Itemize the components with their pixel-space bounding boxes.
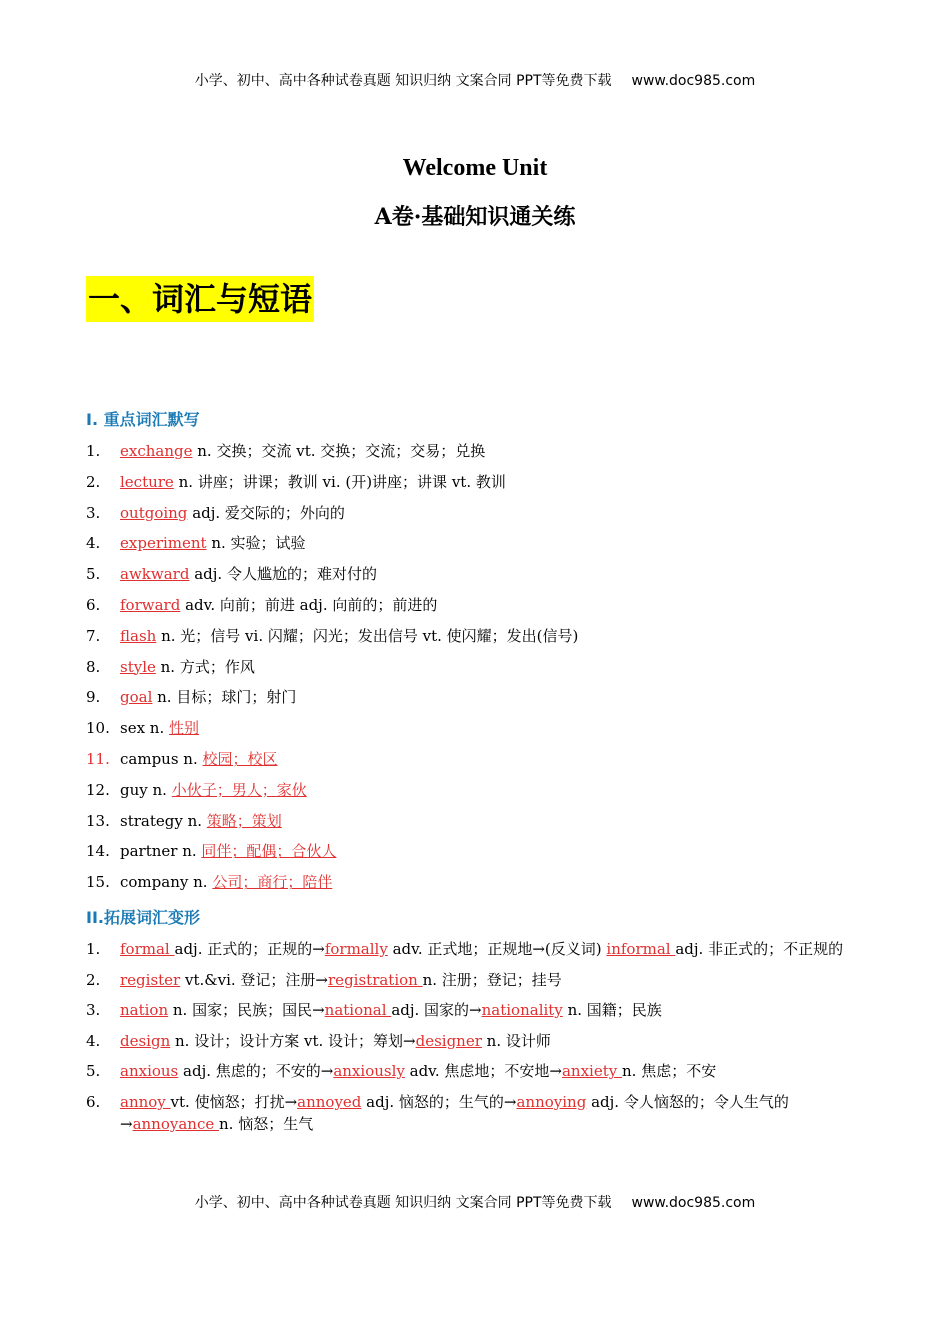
item-number: 3. — [86, 1001, 101, 1020]
item-text: vt.&vi. 登记；注册→ — [180, 970, 329, 989]
item-text: n. 焦虑；不安 — [622, 1062, 717, 1081]
answer-text: style — [120, 657, 156, 676]
item-text: sex n. — [120, 719, 169, 738]
item-text: n. 恼怒；生气 — [219, 1114, 314, 1133]
item-number: 9. — [86, 688, 101, 707]
item-number: 3. — [86, 503, 101, 522]
answer-text: annoyed — [297, 1092, 362, 1111]
list-item — [86, 748, 866, 779]
answer-text: 小伙子；男人；家伙 — [171, 780, 307, 799]
list-item — [86, 999, 866, 1021]
answer-text: anxiety — [561, 1062, 622, 1081]
item-number: 7. — [86, 626, 101, 645]
footer-site: www.doc985.com — [631, 1195, 756, 1211]
item-number: 10. — [86, 719, 110, 738]
item-text: adj. 国家的→ — [391, 1001, 482, 1020]
section-heading: 一、词汇与短语 — [86, 276, 314, 322]
item-text: partner n. — [120, 842, 202, 861]
answer-text: formal — [120, 940, 175, 958]
item-number: 2. — [86, 472, 101, 491]
answer-text: nationality — [481, 1001, 563, 1020]
item-text: adj. 恼怒的；生气的→ — [361, 1092, 517, 1111]
list-item — [86, 1030, 866, 1052]
list-item — [86, 563, 866, 594]
answer-text: 校园；校区 — [202, 749, 278, 768]
list-item — [86, 625, 866, 656]
part2-heading: II.拓展词汇变形 — [86, 908, 200, 927]
answer-text: design — [120, 1031, 171, 1050]
item-text: adj. 焦虑的；不安的→ — [178, 1062, 334, 1081]
answer-text: anxious — [120, 1062, 179, 1081]
answer-text: formally — [324, 940, 388, 958]
item-number: 12. — [86, 780, 110, 799]
part2-list — [86, 938, 866, 1144]
list-item — [86, 1091, 866, 1135]
item-number: 11. — [86, 749, 110, 768]
item-number: 2. — [86, 970, 101, 989]
answer-text: 公司；商行；陪伴 — [212, 873, 333, 892]
item-text: n. 目标；球门；射门 — [152, 688, 297, 707]
answer-text: nation — [120, 1001, 169, 1020]
item-text: n. 国家；民族；国民→ — [168, 1001, 325, 1020]
header-site: www.doc985.com — [631, 73, 756, 89]
list-item — [86, 938, 866, 960]
item-number: 13. — [86, 811, 110, 830]
item-text: n. 交换；交流 vt. 交换；交流；交易；兑换 — [192, 442, 486, 460]
footer-text: 小学、初中、高中各种试卷真题 知识归纳 文案合同 PPT等免费下载 — [194, 1195, 612, 1211]
header-text: 小学、初中、高中各种试卷真题 知识归纳 文案合同 PPT等免费下载 — [194, 73, 612, 89]
answer-text: lecture — [120, 472, 174, 491]
item-text: campus n. — [120, 749, 203, 768]
item-text: vt. 使恼怒；打扰→ — [170, 1092, 298, 1111]
answer-text: exchange — [120, 442, 193, 460]
list-item — [86, 717, 866, 748]
list-item — [86, 810, 866, 841]
list-item — [86, 871, 866, 902]
answer-text: 性别 — [169, 719, 200, 738]
list-item — [86, 840, 866, 871]
answer-text: registration — [328, 970, 423, 989]
list-item — [86, 594, 866, 625]
list-item — [86, 502, 866, 533]
answer-text: anxiously — [333, 1062, 405, 1081]
item-text: strategy n. — [120, 811, 207, 830]
item-text: guy n. — [120, 780, 172, 799]
page-title: Welcome Unit — [402, 155, 548, 181]
item-text: adj. 非正式的；不正规的 — [675, 940, 844, 958]
answer-text: experiment — [120, 534, 207, 553]
item-text: adv. 正式地；正规地→(反义词) — [387, 940, 607, 958]
part1-heading: I. 重点词汇默写 — [86, 410, 200, 429]
list-item — [86, 779, 866, 810]
page-subtitle: A卷·基础知识通关练 — [374, 204, 576, 230]
item-text: n. 设计；设计方案 vt. 设计；筹划→ — [170, 1031, 416, 1050]
answer-text: flash — [120, 626, 157, 645]
title-block — [0, 150, 950, 234]
item-number: 6. — [86, 595, 101, 614]
part1-list — [86, 440, 866, 902]
item-text: n. 国籍；民族 — [562, 1001, 662, 1020]
list-item — [86, 656, 866, 687]
answer-text: 策略；策划 — [206, 811, 282, 830]
item-number: 1. — [86, 940, 101, 958]
answer-text: awkward — [120, 565, 190, 584]
answer-text: national — [324, 1001, 392, 1020]
list-item — [86, 686, 866, 717]
item-text: n. 光；信号 vi. 闪耀；闪光；发出信号 vt. 使闪耀；发出(信号) — [156, 626, 579, 645]
answer-text: outgoing — [120, 503, 188, 522]
item-text: adj. 爱交际的；外向的 — [187, 503, 345, 522]
item-text: adj. 令人尴尬的；难对付的 — [189, 565, 377, 584]
page-header — [0, 70, 950, 90]
item-text: adj. 令人恼怒的；令人生气的→ — [120, 1092, 789, 1133]
page-footer — [0, 1192, 950, 1212]
answer-text: register — [120, 970, 181, 989]
item-text: n. 设计师 — [481, 1031, 551, 1050]
item-number: 5. — [86, 565, 101, 584]
item-text: company n. — [120, 873, 213, 892]
item-number: 4. — [86, 534, 101, 553]
item-number: 6. — [86, 1092, 101, 1111]
item-number: 15. — [86, 873, 110, 892]
answer-text: designer — [415, 1031, 482, 1050]
item-text: adv. 焦虑地；不安地→ — [404, 1062, 562, 1081]
answer-text: annoyance — [132, 1114, 219, 1133]
item-number: 4. — [86, 1031, 101, 1050]
list-item — [86, 440, 866, 471]
item-text: n. 方式；作风 — [155, 657, 255, 676]
item-text: adj. 正式的；正规的→ — [174, 940, 325, 958]
item-number: 5. — [86, 1062, 101, 1081]
item-text: n. 实验；试验 — [206, 534, 306, 553]
list-item — [86, 471, 866, 502]
answer-text: goal — [120, 688, 153, 707]
answer-text: informal — [606, 940, 676, 958]
item-text: n. 讲座；讲课；教训 vi. (开)讲座；讲课 vt. 教训 — [173, 472, 506, 491]
list-item — [86, 1060, 866, 1082]
item-text: adv. 向前；前进 adj. 向前的；前进的 — [180, 595, 438, 614]
answer-text: forward — [120, 595, 181, 614]
answer-text: annoy — [120, 1092, 171, 1111]
item-number: 1. — [86, 442, 101, 460]
item-text: n. 注册；登记；挂号 — [422, 970, 562, 989]
item-number: 8. — [86, 657, 101, 676]
item-number: 14. — [86, 842, 110, 861]
list-item — [86, 969, 866, 991]
answer-text: 同伴；配偶；合伙人 — [201, 842, 337, 861]
answer-text: annoying — [516, 1092, 587, 1111]
list-item — [86, 532, 866, 563]
